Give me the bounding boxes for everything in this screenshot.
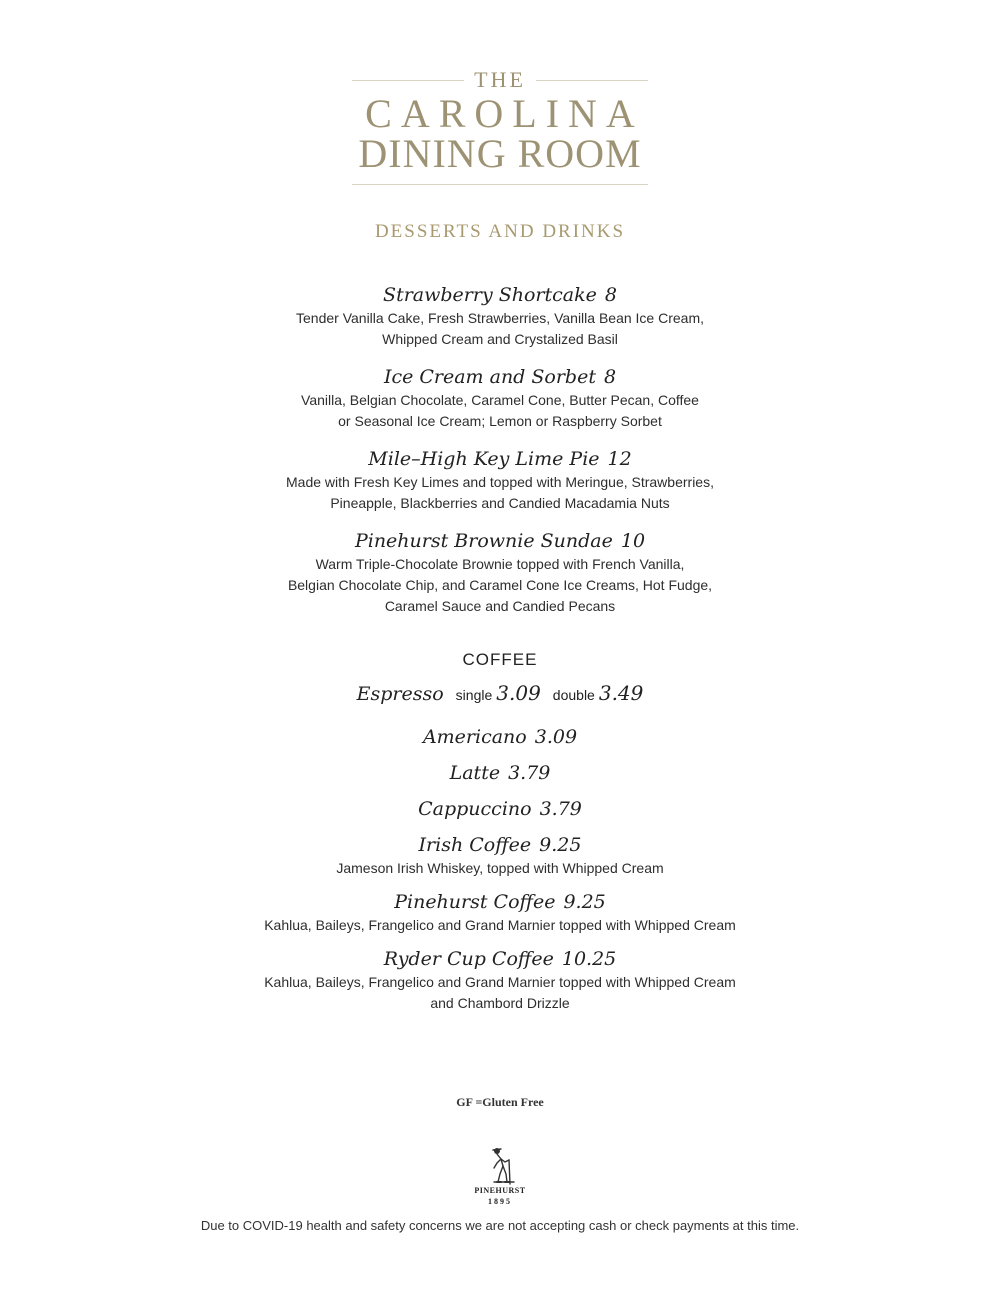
menu-item	[0, 282, 1000, 350]
restaurant-logo	[352, 68, 648, 185]
item-name: Ryder Cup Coffee	[383, 948, 554, 970]
item-price: 8	[604, 284, 617, 306]
item-name-line	[0, 796, 1000, 822]
item-description: and Chambord Drizzle	[430, 995, 570, 1011]
item-name: Pinehurst Coffee	[394, 891, 556, 913]
header-the: THE	[474, 67, 526, 92]
coffee-heading: COFFEE	[462, 650, 538, 669]
espresso-single-price: 3.09	[496, 681, 541, 705]
item-price: 3.09	[534, 726, 578, 748]
espresso-double-price: 3.49	[598, 681, 644, 705]
menu-item	[0, 832, 1000, 879]
header-carolina: CAROLINA	[365, 91, 644, 136]
item-description: Kahlua, Baileys, Frangelico and Grand Marnier topped with Whipped Cream	[264, 974, 736, 990]
item-name-line	[0, 946, 1000, 972]
item-price: 8	[603, 366, 617, 388]
item-name: Irish Coffee	[418, 834, 532, 856]
item-name: Latte	[449, 762, 501, 784]
espresso-line	[0, 678, 1000, 710]
item-name: Americano	[422, 726, 527, 748]
item-name-line	[0, 364, 1000, 390]
header-dining-room: DINING ROOM	[358, 131, 642, 176]
menu-item	[0, 364, 1000, 432]
item-name-line	[0, 282, 1000, 308]
item-name-line	[0, 724, 1000, 750]
menu-item	[0, 760, 1000, 786]
item-description: Belgian Chocolate Chip, and Caramel Cone Ice Creams, Hot Fudge,	[287, 577, 713, 593]
item-description: Pineapple, Blackberries and Candied Macadamia Nuts	[330, 495, 670, 511]
item-name: Espresso	[356, 683, 444, 705]
logo-year: 1895	[488, 1197, 512, 1206]
item-name: Pinehurst Brownie Sundae	[354, 530, 613, 552]
item-name: Cappuccino	[418, 798, 532, 820]
logo-name: PINEHURST	[474, 1186, 526, 1195]
menu-item	[0, 528, 1000, 617]
menu-item	[0, 446, 1000, 514]
item-price: 10	[620, 530, 646, 552]
menu-item	[0, 724, 1000, 750]
item-description: Vanilla, Belgian Chocolate, Caramel Cone, Butter Pecan, Coffee	[301, 392, 699, 408]
menu-item	[0, 889, 1000, 936]
item-description: Warm Triple-Chocolate Brownie topped with French Vanilla,	[315, 556, 685, 572]
header-rule-left	[352, 80, 464, 81]
item-description: Whipped Cream and Crystalized Basil	[382, 331, 618, 347]
item-description: Kahlua, Baileys, Frangelico and Grand Marnier topped with Whipped Cream	[264, 917, 736, 933]
menu-item	[0, 946, 1000, 1014]
item-description: Made with Fresh Key Limes and topped with Meringue, Strawberries,	[286, 474, 714, 490]
item-name-line	[0, 832, 1000, 858]
item-price: 9.25	[563, 891, 606, 913]
item-name-line	[0, 446, 1000, 472]
section-title: DESSERTS AND DRINKS	[374, 221, 626, 242]
item-price: 9.25	[539, 834, 582, 856]
item-description: Jameson Irish Whiskey, topped with Whipped Cream	[336, 860, 664, 876]
header-rule-right	[536, 80, 648, 81]
item-price: 3.79	[539, 798, 582, 820]
item-price: 3.79	[508, 762, 551, 784]
dessert-list	[0, 282, 1000, 631]
item-name: Ice Cream and Sorbet	[383, 366, 596, 388]
item-description: Caramel Sauce and Candied Pecans	[384, 598, 616, 614]
golfer-icon	[470, 1146, 530, 1186]
item-name: Strawberry Shortcake	[383, 284, 597, 306]
item-name: Mile–High Key Lime Pie	[368, 448, 600, 470]
item-name-line	[0, 760, 1000, 786]
espresso-single-label: single	[455, 687, 493, 703]
pinehurst-logo	[470, 1146, 530, 1210]
menu-item	[0, 796, 1000, 822]
gluten-free-note: GF =Gluten Free	[456, 1095, 544, 1109]
item-description: or Seasonal Ice Cream; Lemon or Raspberry Sorbet	[338, 413, 662, 429]
footer-note: Due to COVID-19 health and safety concerns we are not accepting cash or check payments at this time.	[200, 1218, 800, 1233]
item-name-line	[0, 528, 1000, 554]
item-price: 12	[607, 448, 632, 470]
espresso-double-label: double	[552, 687, 595, 703]
item-description: Tender Vanilla Cake, Fresh Strawberries, Vanilla Bean Ice Cream,	[296, 310, 704, 326]
coffee-list	[0, 678, 1000, 1014]
item-name-line	[0, 889, 1000, 915]
item-price: 10.25	[561, 948, 617, 970]
header-rule-bottom	[352, 184, 648, 185]
